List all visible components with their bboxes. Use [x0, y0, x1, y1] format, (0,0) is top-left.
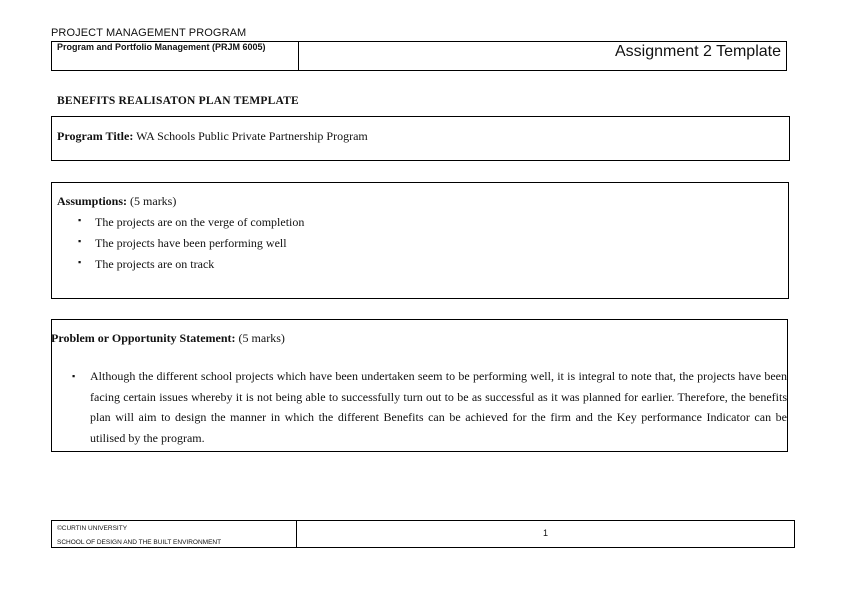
footer-school: SCHOOL OF DESIGN AND THE BUILT ENVIRONMENT — [57, 539, 222, 546]
document-title: BENEFITS REALISATON PLAN TEMPLATE — [57, 95, 299, 107]
assumptions-label: Assumptions: — [57, 194, 128, 208]
page-number: 1 — [543, 528, 549, 538]
problem-statement-text: Although the different school projects which have been undertaken seem to be performing well, it is integral to note that, the projects have been facing certain issues whereby it is not being able to successfully turn out to be as successful as it was planned for earlier. Therefore, the benefits plan will aim to design the manner in which the different Benefits can be achieved for the firm and the Key performance Indicator can be utilised by the program. — [90, 369, 787, 446]
assumption-text: The projects have been performing well — [95, 236, 287, 250]
header-divider — [298, 42, 299, 70]
list-item — [78, 257, 215, 272]
bullet-icon: ▪ — [78, 215, 82, 225]
header-table — [51, 41, 787, 71]
footer-divider — [296, 521, 297, 547]
problem-label: Problem or Opportunity Statement: — [51, 331, 236, 345]
program-header: PROJECT MANAGEMENT PROGRAM — [51, 27, 247, 39]
program-title-label: Program Title: — [57, 129, 134, 143]
assumptions-marks: (5 marks) — [127, 194, 177, 208]
assumption-text: The projects are on track — [95, 257, 215, 271]
bullet-icon: ▪ — [78, 257, 82, 267]
assumption-text: The projects are on the verge of completion — [95, 215, 305, 229]
program-title-line — [57, 129, 368, 144]
problem-marks: (5 marks) — [235, 331, 285, 345]
footer-table — [51, 520, 795, 548]
footer-university: ©CURTIN UNIVERSITY — [57, 525, 128, 532]
assumptions-box — [51, 182, 789, 299]
bullet-icon: ▪ — [72, 371, 76, 381]
program-title-value: WA Schools Public Private Partnership Program — [133, 129, 368, 143]
bullet-icon: ▪ — [78, 236, 82, 246]
problem-statement-box — [51, 319, 788, 452]
assignment-title: Assignment 2 Template — [614, 43, 781, 60]
assumptions-heading — [57, 194, 176, 209]
program-title-box — [51, 116, 790, 161]
problem-heading — [51, 331, 285, 346]
course-code: Program and Portfolio Management (PRJM 6005) — [57, 42, 266, 52]
list-item — [78, 236, 287, 251]
list-item — [78, 215, 305, 230]
